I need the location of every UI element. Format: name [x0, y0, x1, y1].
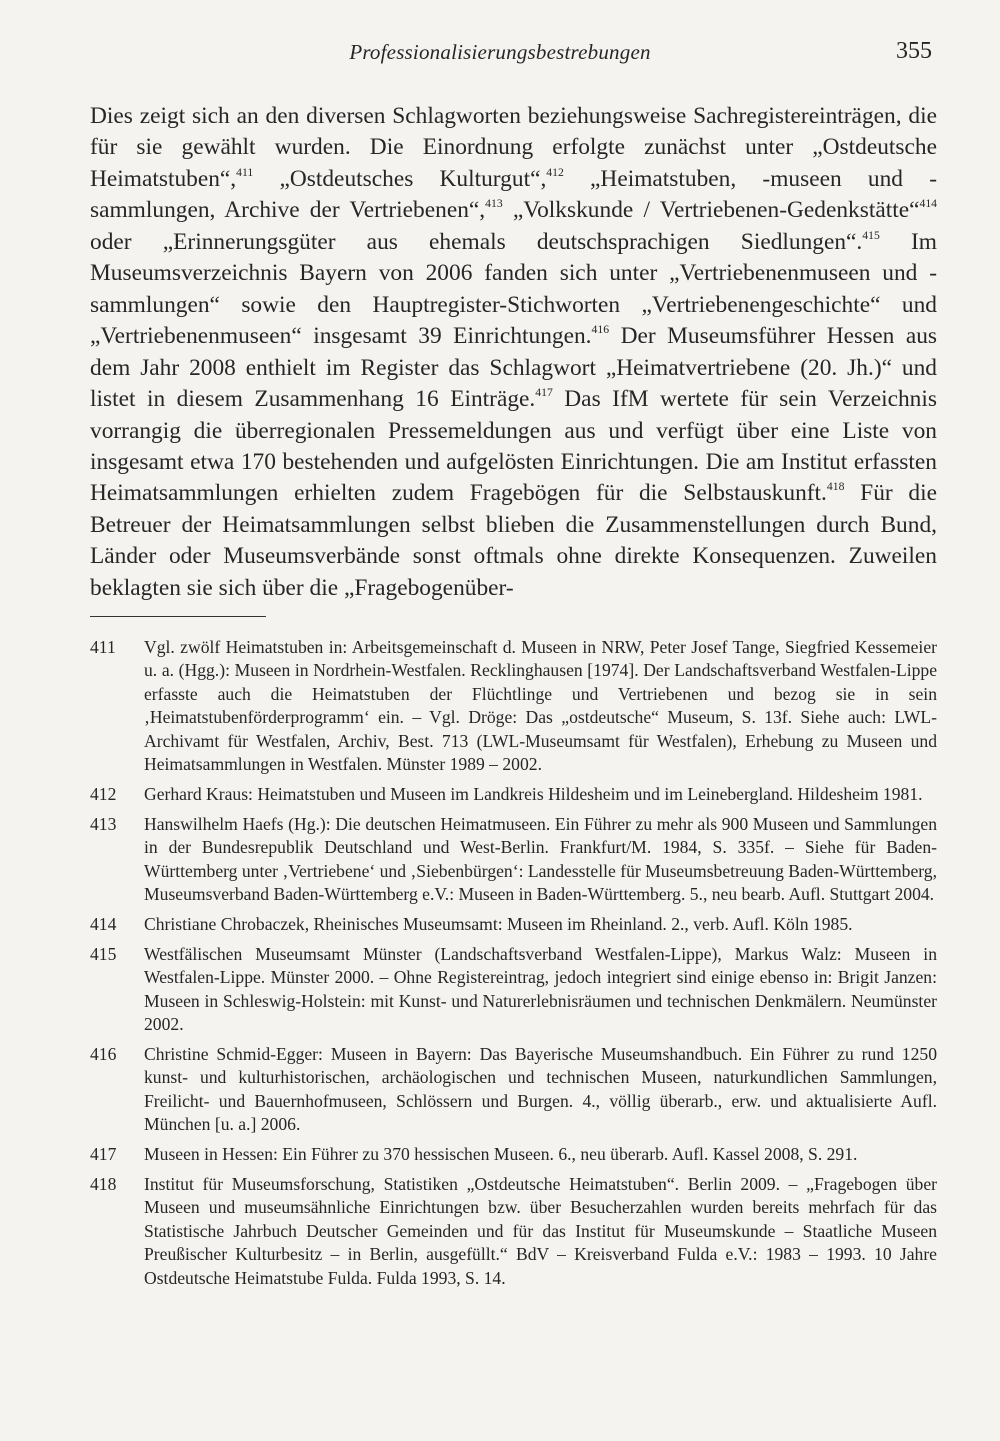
footnote-413	[90, 813, 937, 907]
footnote-number: 411	[90, 637, 116, 657]
footnote-text: Christiane Chrobaczek, Rheinisches Museumsamt: Museen im Rheinland. 2., verb. Aufl. Köln 1985.	[144, 913, 853, 934]
footnote-text: Hanswilhelm Haefs (Hg.): Die deutschen Heimatmuseen. Ein Führer zu mehr als 900 Museen und Sammlungen in der Bundesrepublik Deutschland und West-Berlin. Frankfurt/M. 1984, S. 335f. – Siehe für Baden-Württemberg unter ‚Vertriebene‘ und ‚Siebenbürgen‘: Landesstelle für Museumsbetreuung Baden-Württemberg, Museumsverband Baden-Württemberg e.V.: Museen in Baden-Württemberg. 5., neu bearb. Aufl. Stuttgart 2004.	[144, 813, 937, 905]
footnote-ref-417[interactable]: 417	[535, 386, 553, 400]
footnote-number: 414	[90, 913, 117, 934]
body-text-segment: Das IfM wertete für sein Verzeichnis vorrangig die überregionalen Pressemeldungen aus und verfügt über eine Liste von insgesamt etwa 170 bestehenden und aufgelösten Einrichtungen. Die am Institut erfassten Heimatsammlungen erhielten zudem Fragebögen für die Selbstauskunft.	[90, 386, 937, 507]
body-paragraph	[90, 101, 937, 604]
footnote-ref-418[interactable]: 418	[826, 480, 845, 494]
footnote-418	[90, 1173, 937, 1290]
footnote-411	[90, 636, 937, 776]
footnote-416	[90, 1043, 937, 1137]
footnote-number: 415	[90, 943, 117, 964]
footnote-number: 412	[90, 783, 117, 804]
footnote-ref-413[interactable]: 413	[485, 197, 503, 211]
footnote-text: Institut für Museumsforschung, Statistiken „Ostdeutsche Heimatstuben“. Berlin 2009. – „Fragebogen über Museen und museumsähnliche Einrichtungen bzw. über Besucherzahlen wurden bereits mehrfach für das Statistische Jahrbuch Deutscher Gemeinden und für das Institut für Museumskunde – Staatliche Museen Preußischer Kulturbesitz – in Berlin, ausgefüllt.“ BdV – Kreisverband Fulda e.V.: 1983 – 1993. 10 Jahre Ostdeutsche Heimatstube Fulda. Fulda 1993, S. 14.	[144, 1174, 937, 1288]
footnote-number: 413	[90, 813, 117, 834]
footnote-414	[90, 913, 937, 936]
body-text-segment: „Ostdeutsches Kulturgut“,	[253, 165, 547, 192]
body-text-segment: Im Museumsverzeichnis Bayern von 2006 fanden sich unter „Vertriebenenmuseen und -sammlungen“ sowie den Hauptregister-Stichworten „Vertriebenengeschichte“ und „Vertriebenenmuseen“ insgesamt 39 Einrichtungen.	[90, 228, 937, 350]
footnote-ref-412[interactable]: 412	[546, 165, 564, 179]
footnote-separator	[90, 616, 266, 617]
footnote-412	[90, 783, 937, 806]
footnote-415	[90, 943, 937, 1037]
footnote-number: 416	[90, 1044, 117, 1064]
footnote-number: 417	[90, 1144, 117, 1165]
footnote-ref-414[interactable]: 414	[919, 197, 937, 211]
footnote-number: 418	[90, 1174, 117, 1195]
footnote-417	[90, 1143, 937, 1166]
footnote-text: Christine Schmid-Egger: Museen in Bayern: Das Bayerische Museumshandbuch. Ein Führer zu rund 1250 kunst- und kulturhistorischen, archäologischen und technischen Museen, naturkundlichen Sammlungen, Freilicht- und Bauernhofmuseen, Schlössern und Burgen. 4., völlig überarb., erw. und aktualisierte Aufl. München [u. a.] 2006.	[144, 1044, 937, 1135]
footnote-text: Gerhard Kraus: Heimatstuben und Museen im Landkreis Hildesheim und im Leinebergland. Hildesheim 1981.	[144, 783, 923, 804]
footnote-ref-415[interactable]: 415	[862, 228, 880, 242]
footnote-ref-416[interactable]: 416	[591, 323, 610, 337]
footnote-list	[90, 636, 937, 1297]
footnote-ref-411[interactable]: 411	[236, 165, 254, 179]
footnote-text: Museen in Hessen: Ein Führer zu 370 hessischen Museen. 6., neu überarb. Aufl. Kassel 2008, S. 291.	[144, 1144, 858, 1165]
body-text-segment: oder „Erinnerungsgüter aus ehemals deutschsprachigen Siedlungen“.	[90, 228, 863, 255]
body-text-segment: „Volkskunde / Vertriebenen-Gedenkstätte“	[502, 197, 920, 224]
body-text-segment: Dies zeigt sich an den diversen Schlagworten beziehungsweise Sachregistereinträgen, die für sie gewählt wurden. Die Einordnung erfolgte zunächst unter „Ostdeutsche Heimatstuben“,	[90, 103, 937, 192]
running-title: Professionalisierungsbestrebungen	[349, 40, 651, 64]
body-text-segment: Der Museumsführer Hessen aus dem Jahr 2008 enthielt im Register das Schlagwort „Heimatvertriebene (20. Jh.)“ und listet in diesem Zusammenhang 16 Einträge.	[90, 323, 937, 413]
body-text-segment: Für die Betreuer der Heimatsammlungen selbst blieben die Zusammenstellungen durch Bund, Länder oder Museumsverbände sonst oftmals ohne direkte Konsequenzen. Zuweilen beklagten sie sich über die „Fragebogenüber-	[90, 480, 938, 601]
footnote-text: Westfälischen Museumsamt Münster (Landschaftsverband Westfalen-Lippe), Markus Walz: Museen in Westfalen-Lippe. Münster 2000. – Ohne Registereintrag, jedoch integriert sind einige ebenso in: Brigit Janzen: Museen in Schleswig-Holstein: mit Kunst- und Naturerlebnisräumen und technischen Denkmälern. Neumünster 2002.	[144, 943, 937, 1035]
body-text-segment: „Heimatstuben, -museen und -sammlungen, Archive der Vertriebenen“,	[90, 165, 937, 224]
footnote-text: Vgl. zwölf Heimatstuben in: Arbeitsgemeinschaft d. Museen in NRW, Peter Josef Tange, Siegfried Kessemeier u. a. (Hgg.): Museen in Nordrhein-Westfalen. Recklinghausen [1974]. Der Landschaftsverband Westfalen-Lippe erfasste auch die Heimatstuben der Flüchtlinge und Vertriebenen und bezog sie in sein ‚Heimatstubenförderprogramm‘ ein. – Vgl. Dröge: Das „ostdeutsche“ Museum, S. 13f. Siehe auch: LWL-Archivamt für Westfalen, Archiv, Best. 713 (LWL-Museumsamt für Westfalen), Erhebung zu Museen und Heimatsammlungen in Westfalen. Münster 1989 – 2002.	[144, 637, 937, 775]
page-number: 355	[896, 38, 932, 64]
